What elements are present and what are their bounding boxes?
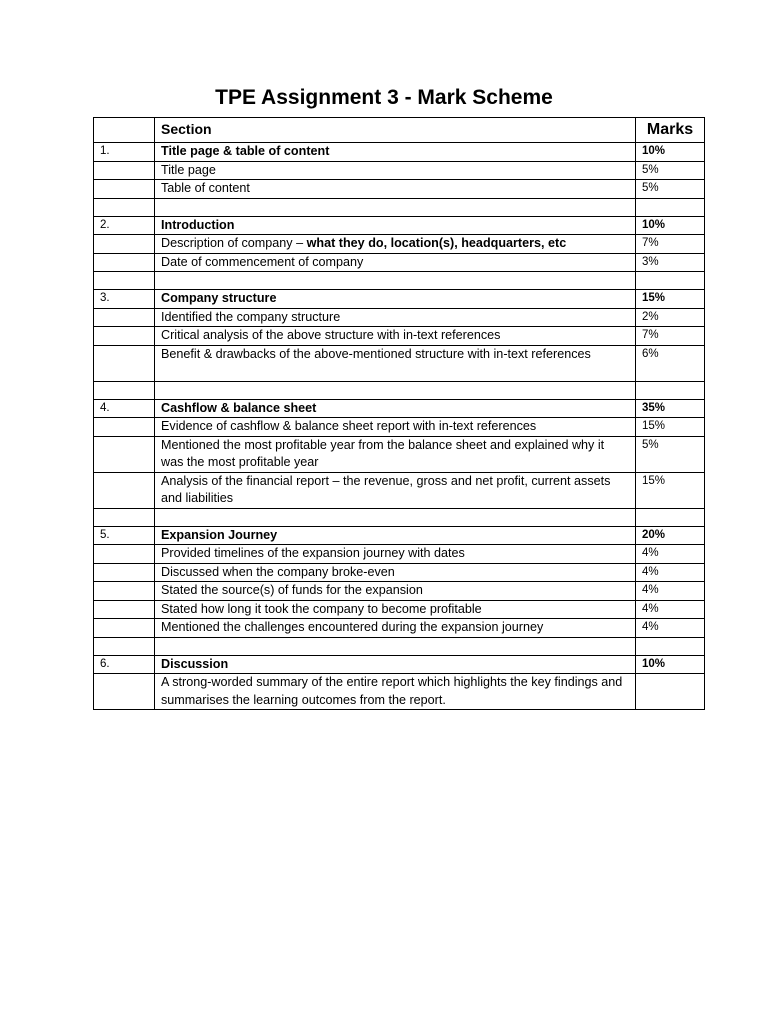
section-marks: 10% — [636, 143, 705, 162]
section-row — [94, 143, 705, 162]
spacer-row — [94, 637, 705, 655]
empty-cell — [94, 308, 155, 327]
criteria-marks: 15% — [636, 472, 705, 508]
empty-cell — [94, 235, 155, 254]
empty-cell — [94, 327, 155, 346]
criteria-marks: 5% — [636, 161, 705, 180]
section-title: Title page & table of content — [155, 143, 636, 162]
section-row — [94, 526, 705, 545]
criteria-text: Stated how long it took the company to become profitable — [155, 600, 636, 619]
criteria-marks: 2% — [636, 308, 705, 327]
criteria-row — [94, 472, 705, 508]
section-title: Company structure — [155, 290, 636, 309]
empty-cell — [94, 674, 155, 710]
criteria-text: A strong-worded summary of the entire report which highlights the key findings and summarises the learning outcomes from the report. — [155, 674, 636, 710]
criteria-text: Mentioned the most profitable year from the balance sheet and explained why it was the most profitable year — [155, 436, 636, 472]
empty-cell — [94, 345, 155, 381]
section-marks: 10% — [636, 216, 705, 235]
page-title: TPE Assignment 3 - Mark Scheme — [215, 86, 553, 109]
header-section: Section — [155, 118, 636, 143]
empty-cell — [94, 253, 155, 272]
header-marks: Marks — [636, 118, 705, 143]
empty-cell — [94, 619, 155, 638]
criteria-text: Provided timelines of the expansion journey with dates — [155, 545, 636, 564]
section-row — [94, 290, 705, 309]
criteria-row — [94, 180, 705, 199]
section-row — [94, 655, 705, 674]
criteria-marks: 3% — [636, 253, 705, 272]
section-number: 2. — [94, 216, 155, 235]
criteria-row — [94, 436, 705, 472]
section-title: Expansion Journey — [155, 526, 636, 545]
section-marks: 15% — [636, 290, 705, 309]
criteria-text: Stated the source(s) of funds for the expansion — [155, 582, 636, 601]
criteria-row — [94, 600, 705, 619]
criteria-row — [94, 545, 705, 564]
spacer-row — [94, 508, 705, 526]
criteria-marks: 7% — [636, 235, 705, 254]
empty-cell — [94, 472, 155, 508]
section-row — [94, 399, 705, 418]
criteria-row — [94, 327, 705, 346]
criteria-row — [94, 674, 705, 710]
spacer-row — [94, 381, 705, 399]
empty-cell — [94, 563, 155, 582]
criteria-marks: 5% — [636, 436, 705, 472]
criteria-text: Discussed when the company broke-even — [155, 563, 636, 582]
section-row — [94, 216, 705, 235]
criteria-row — [94, 619, 705, 638]
criteria-text: Critical analysis of the above structure with in-text references — [155, 327, 636, 346]
section-title: Introduction — [155, 216, 636, 235]
criteria-text: Table of content — [155, 180, 636, 199]
criteria-text: Title page — [155, 161, 636, 180]
criteria-row — [94, 582, 705, 601]
section-title: Cashflow & balance sheet — [155, 399, 636, 418]
empty-cell — [94, 161, 155, 180]
criteria-marks: 7% — [636, 327, 705, 346]
criteria-text: Analysis of the financial report – the revenue, gross and net profit, current assets and liabilities — [155, 472, 636, 508]
criteria-text: Mentioned the challenges encountered during the expansion journey — [155, 619, 636, 638]
spacer-row — [94, 272, 705, 290]
criteria-marks: 5% — [636, 180, 705, 199]
criteria-text — [155, 235, 636, 254]
criteria-text: Date of commencement of company — [155, 253, 636, 272]
criteria-marks — [636, 674, 705, 710]
criteria-row — [94, 418, 705, 437]
empty-cell — [94, 582, 155, 601]
mark-scheme-table — [93, 117, 705, 710]
section-number: 6. — [94, 655, 155, 674]
criteria-row — [94, 161, 705, 180]
criteria-text: Identified the company structure — [155, 308, 636, 327]
criteria-row — [94, 235, 705, 254]
criteria-text: Benefit & drawbacks of the above-mentioned structure with in-text references — [155, 345, 636, 381]
header-number-cell — [94, 118, 155, 143]
criteria-marks: 4% — [636, 545, 705, 564]
section-number: 1. — [94, 143, 155, 162]
empty-cell — [94, 436, 155, 472]
criteria-marks: 6% — [636, 345, 705, 381]
section-title: Discussion — [155, 655, 636, 674]
criteria-row — [94, 345, 705, 381]
empty-cell — [94, 418, 155, 437]
spacer-row — [94, 198, 705, 216]
criteria-text-bold: what they do, location(s), headquarters, etc — [306, 236, 567, 250]
section-number: 3. — [94, 290, 155, 309]
criteria-text-plain: Description of company – — [161, 236, 307, 250]
section-marks: 20% — [636, 526, 705, 545]
empty-cell — [94, 180, 155, 199]
empty-cell — [94, 600, 155, 619]
criteria-row — [94, 308, 705, 327]
section-marks: 35% — [636, 399, 705, 418]
criteria-marks: 4% — [636, 563, 705, 582]
section-number: 4. — [94, 399, 155, 418]
empty-cell — [94, 545, 155, 564]
section-marks: 10% — [636, 655, 705, 674]
criteria-marks: 4% — [636, 600, 705, 619]
criteria-row — [94, 253, 705, 272]
criteria-row — [94, 563, 705, 582]
criteria-text: Evidence of cashflow & balance sheet report with in-text references — [155, 418, 636, 437]
section-number: 5. — [94, 526, 155, 545]
criteria-marks: 15% — [636, 418, 705, 437]
criteria-marks: 4% — [636, 619, 705, 638]
table-header-row — [94, 118, 705, 143]
criteria-marks: 4% — [636, 582, 705, 601]
